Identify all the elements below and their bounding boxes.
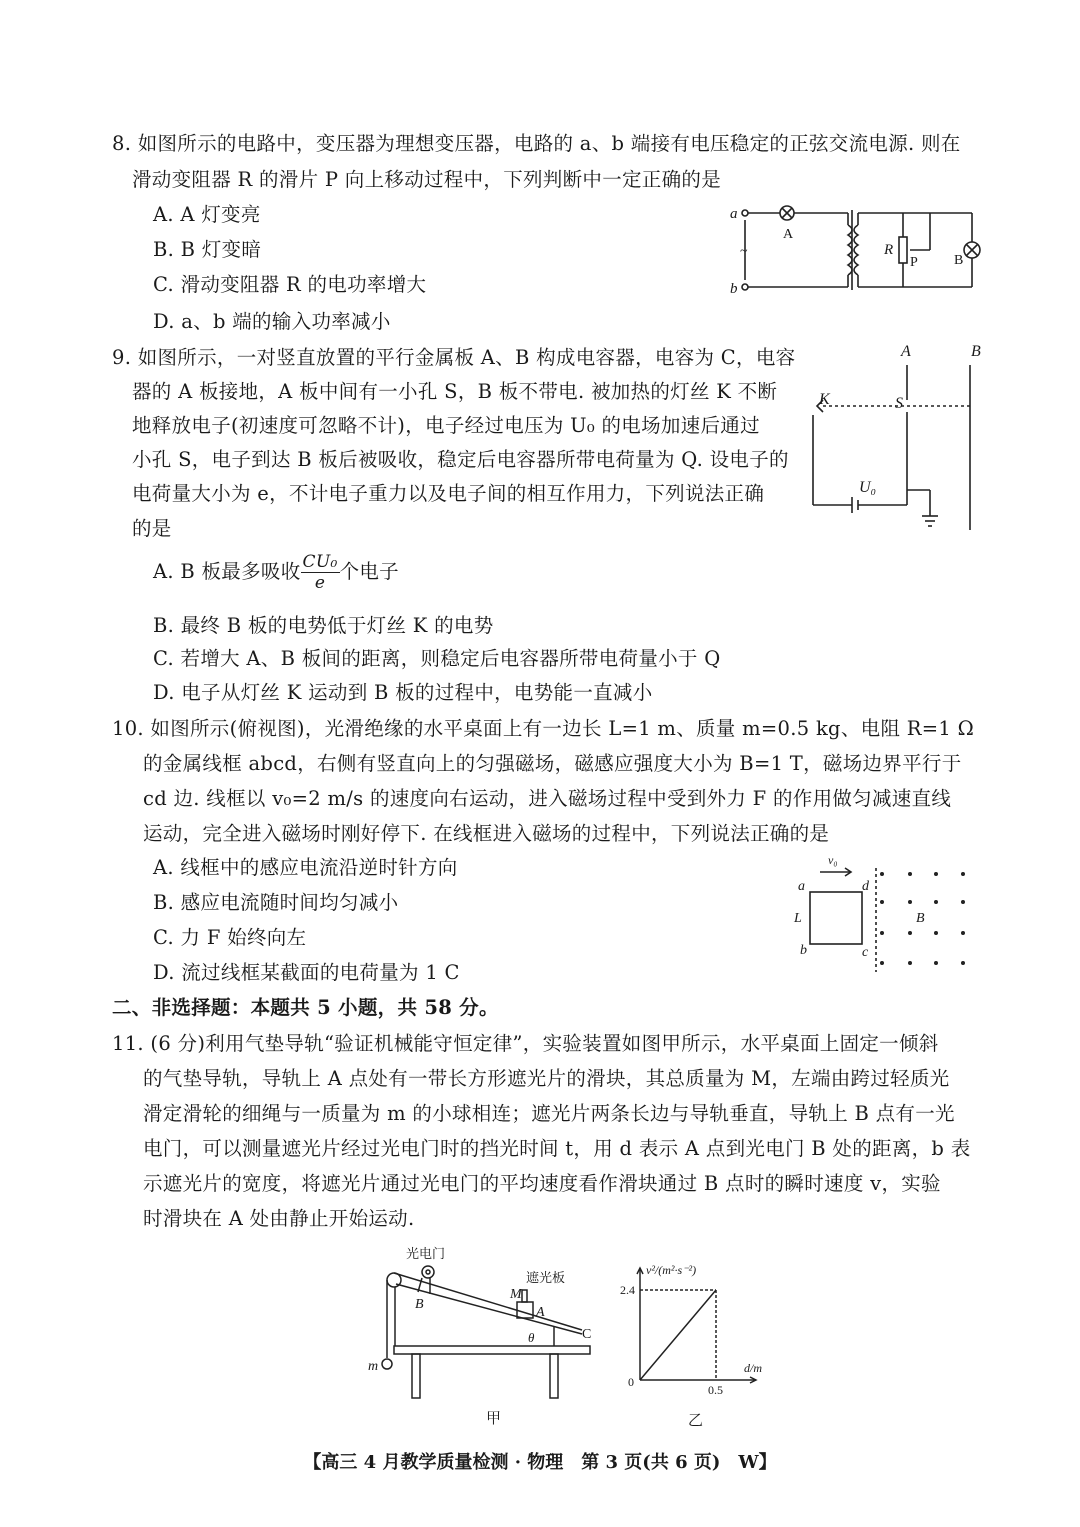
q11-stem-line-6: 时滑块在 A 处由静止开始运动.	[143, 1207, 415, 1230]
q11-stem-line-1: 11. (6 分)利用气垫导轨“验证机械能守恒定律”，实验装置如图甲所示，水平桌面上固定一倾斜	[112, 1032, 939, 1055]
label-u0: U₀	[859, 479, 877, 496]
q10-option-a: A. 线框中的感应电流沿逆时针方向	[153, 856, 458, 879]
q10-stem-line-4: 运动，完全进入磁场时刚好停下. 在线框进入磁场的过程中，下列说法正确的是	[143, 822, 830, 845]
q9-stem-line-5: 电荷量大小为 e，不计电子重力以及电子间的相互作用力，下列说法正确	[132, 482, 765, 505]
q8-option-c: C. 滑动变阻器 R 的电功率增大	[153, 273, 427, 296]
q10-stem-line-1: 10. 如图所示(俯视图)，光滑绝缘的水平桌面上有一边长 L=1 m、质量 m=0.5 kg、电阻 R=1 Ω	[112, 717, 975, 740]
q8-option-a: A. A 灯变亮	[153, 203, 261, 226]
q9-stem-line-3: 地释放电子(初速度可忽略不计)，电子经过电压为 U₀ 的电场加速后通过	[132, 414, 760, 437]
q9-option-c: C. 若增大 A、B 板间的距离，则稳定后电容器所带电荷量小于 Q	[153, 647, 721, 670]
q9-stem-line-1: 9. 如图所示，一对竖直放置的平行金属板 A、B 构成电容器，电容为 C，电容	[112, 346, 796, 369]
q10-option-b: B. 感应电流随时间均匀减小	[153, 891, 399, 914]
label-l: L	[794, 911, 802, 926]
q9-option-a	[153, 552, 399, 593]
q9-stem-line-4: 小孔 S，电子到达 B 板后被吸收，稳定后电容器所带电荷量为 Q. 设电子的	[132, 448, 789, 471]
label-r: R	[884, 242, 894, 258]
q11-stem-line-3: 滑定滑轮的细绳与一质量为 m 的小球相连；遮光片两条长边与导轨垂直，导轨上 B 点有一光	[143, 1102, 955, 1125]
label-m-big: M	[510, 1287, 522, 1302]
q11-stem-line-4: 电门，可以测量遮光片经过光电门时的挡光时间 t，用 d 表示 A 点到光电门 B 处的距离，b 表	[143, 1137, 971, 1160]
label-lamp-a: A	[783, 227, 794, 242]
label-hole-s: S	[895, 395, 903, 412]
label-c: C	[582, 1327, 592, 1342]
label-b: b	[730, 281, 738, 297]
q10-wire-frame-diagram	[790, 850, 980, 975]
label-d: d	[862, 879, 869, 894]
label-plate-a: A	[901, 343, 911, 360]
q9-option-a-prefix: A. B 板最多吸收	[153, 560, 301, 583]
label-c: c	[862, 945, 869, 960]
fraction-numerator: CU₀	[302, 552, 338, 572]
q11-stem-line-5: 示遮光片的宽度，将遮光片通过光电门的平均速度看作滑块通过 B 点时的瞬时速度 v，实验	[143, 1172, 941, 1195]
q10-option-d: D. 流过线框某截面的电荷量为 1 C	[153, 961, 460, 984]
q9-option-d: D. 电子从灯丝 K 运动到 B 板的过程中，电势能一直减小	[153, 681, 653, 704]
label-theta: θ	[528, 1330, 535, 1345]
fraction-denominator: e	[314, 573, 326, 593]
q10-option-c: C. 力 F 始终向左	[153, 926, 307, 949]
q9-option-b: B. 最终 B 板的电势低于灯丝 K 的电势	[153, 614, 494, 637]
q11-figure-jia-air-track	[360, 1240, 600, 1430]
x-tick-label: 0.5	[708, 1383, 723, 1397]
label-a: a	[798, 879, 805, 894]
origin-label: 0	[628, 1375, 634, 1389]
label-photogate: 光电门	[406, 1246, 446, 1261]
page-footer: 【高三 4 月教学质量检测 · 物理 第 3 页(共 6 页) W】	[303, 1452, 777, 1473]
y-axis-label: v²/(m²·s⁻²)	[646, 1263, 697, 1277]
q10-stem-line-3: cd 边. 线框以 v₀=2 m/s 的速度向右运动，进入磁场过程中受到外力 F 的作用做匀减速直线	[143, 787, 952, 810]
label-a: a	[730, 206, 738, 222]
label-filament-k: K	[819, 391, 830, 408]
x-axis-label: d/m	[744, 1361, 762, 1375]
q9-option-a-suffix: 个电子	[339, 560, 399, 583]
q11-figure-yi-graph	[620, 1260, 780, 1430]
label-lamp-b: B	[954, 253, 964, 268]
label-a: A	[536, 1305, 545, 1320]
q11-stem-line-2: 的气垫导轨，导轨上 A 点处有一带长方形遮光片的滑块，其总质量为 M，左端由跨过轻质光	[143, 1067, 950, 1090]
q8-option-d: D. a、b 端的输入功率减小	[153, 310, 391, 333]
y-tick-label: 2.4	[620, 1283, 635, 1297]
fraction	[301, 552, 340, 593]
q9-capacitor-diagram	[805, 340, 995, 535]
q10-stem-line-2: 的金属线框 abcd，右侧有竖直向上的匀强磁场，磁感应强度大小为 B=1 T，磁场边界平行于	[143, 752, 962, 775]
label-b: b	[800, 943, 807, 958]
label-ac: ~	[740, 244, 748, 259]
label-field-b: B	[916, 911, 925, 926]
q9-stem-line-2: 器的 A 板接地，A 板中间有一小孔 S，B 板不带电. 被加热的灯丝 K 不断	[132, 380, 778, 403]
q8-circuit-diagram	[730, 200, 990, 300]
q8-stem-line-1: 8. 如图所示的电路中，变压器为理想变压器，电路的 a、b 端接有电压稳定的正弦交流电源. 则在	[112, 132, 961, 155]
q9-stem-line-6: 的是	[132, 517, 172, 540]
caption-jia: 甲	[486, 1411, 502, 1427]
label-b: B	[415, 1297, 424, 1312]
label-p: P	[910, 255, 918, 270]
q8-option-b: B. B 灯变暗	[153, 238, 262, 261]
q8-stem-line-2: 滑动变阻器 R 的滑片 P 向上移动过程中，下列判断中一定正确的是	[132, 168, 721, 191]
label-m-small: m	[368, 1359, 379, 1374]
section-heading: 二、非选择题：本题共 5 小题，共 58 分。	[112, 996, 499, 1019]
label-v0: v₀	[828, 853, 838, 867]
label-plate-b: B	[971, 343, 981, 360]
label-shade-plate: 遮光板	[526, 1270, 566, 1285]
caption-yi: 乙	[688, 1413, 704, 1429]
